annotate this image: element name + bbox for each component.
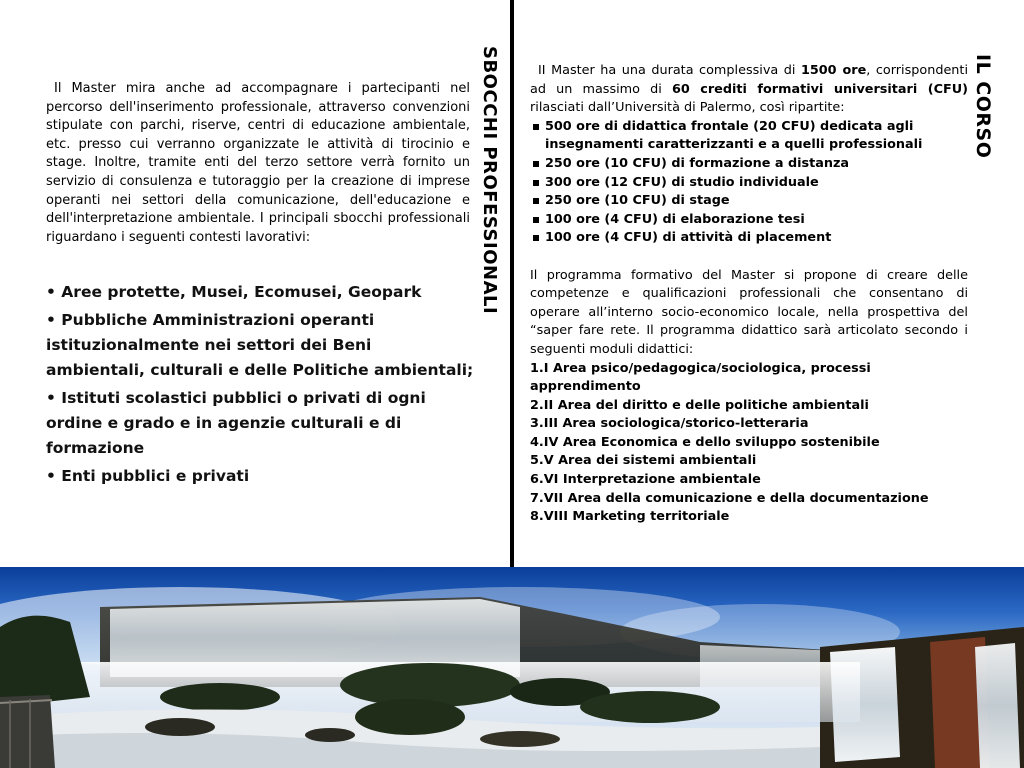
list-item: 6.VI Interpretazione ambientale <box>530 472 761 488</box>
list-item: 5.V Area dei sistemi ambientali <box>530 453 757 469</box>
column-divider <box>510 0 514 567</box>
list-item: 300 ore (12 CFU) di studio individuale <box>530 174 968 193</box>
section-title-sbocchi: SBOCCHI PROFESSIONALI <box>479 46 500 315</box>
list-item: 1.I Area psico/pedagogica/sociologica, processi apprendimento <box>530 360 871 395</box>
list-item: 500 ore di didattica frontale (20 CFU) dedicata agli insegnamenti caratterizzanti e a quelli professionali <box>530 118 968 155</box>
list-item: 3.III Area sociologica/storico-letteraria <box>530 416 809 432</box>
section-title-corso: IL CORSO <box>972 54 994 159</box>
hours-breakdown-list <box>530 118 968 248</box>
list-item: 250 ore (10 CFU) di stage <box>530 192 968 211</box>
list-item: • Enti pubblici e privati <box>46 467 250 485</box>
list-item: • Istituti scolastici pubblici o privati di ogni ordine e grado e in agenzie culturali e di formazione <box>46 389 426 457</box>
list-item: 7.VII Area della comunicazione e della documentazione <box>530 490 929 506</box>
list-item: 100 ore (4 CFU) di elaborazione tesi <box>530 211 968 230</box>
list-item: 250 ore (10 CFU) di formazione a distanza <box>530 155 968 174</box>
list-item: • Pubbliche Amministrazioni operanti istituzionalmente nei settori dei Beni ambientali, culturali e delle Politiche ambientali; <box>46 311 474 379</box>
course-info-block <box>530 62 968 527</box>
left-intro-paragraph: Il Master mira anche ad accompagnare i partecipanti nel percorso dell'inserimento professionale, attraverso convenzioni stipulate con parchi, riserve, centri di educazione ambientale, etc. presso cui verranno organizzate le attività di tirocinio e stage. Inoltre, tramite enti del terzo settore verrà fornito un servizio di consulenza e tutoraggio per la creazione di imprese operanti nei settori della comunicazione, dell'educazione e dell'interpretazione ambientale. I principali sbocchi professionali riguardano i seguenti contesti lavorativi: <box>46 81 470 245</box>
list-item: 4.IV Area Economica e dello sviluppo sostenibile <box>530 434 880 450</box>
list-item: 100 ore (4 CFU) di attività di placement <box>530 229 968 248</box>
list-item: 2.II Area del diritto e delle politiche ambientali <box>530 397 869 413</box>
list-item: 8.VIII Marketing territoriale <box>530 509 730 525</box>
waterfall-panorama-photo <box>0 567 1024 768</box>
career-outlets-list <box>46 280 474 492</box>
modules-list <box>530 360 968 527</box>
program-paragraph: Il programma formativo del Master si propone di creare delle competenze e qualificazioni professionali che consentano di operare all’interno socio-economico locale, nella prospettiva del “saper fare rete. Il programma didattico sarà articolato secondo i seguenti moduli didattici: <box>530 267 968 357</box>
list-item: • Aree protette, Musei, Ecomusei, Geopark <box>46 283 422 301</box>
left-intro-block <box>46 80 470 247</box>
waterfall-illustration <box>0 567 1024 768</box>
course-intro-paragraph: II Master ha una durata complessiva di 1500 ore, corrispondenti ad un massimo di 60 crediti formativi universitari (CFU) rilasciati dall’Università di Palermo, così ripartite: <box>530 63 968 116</box>
